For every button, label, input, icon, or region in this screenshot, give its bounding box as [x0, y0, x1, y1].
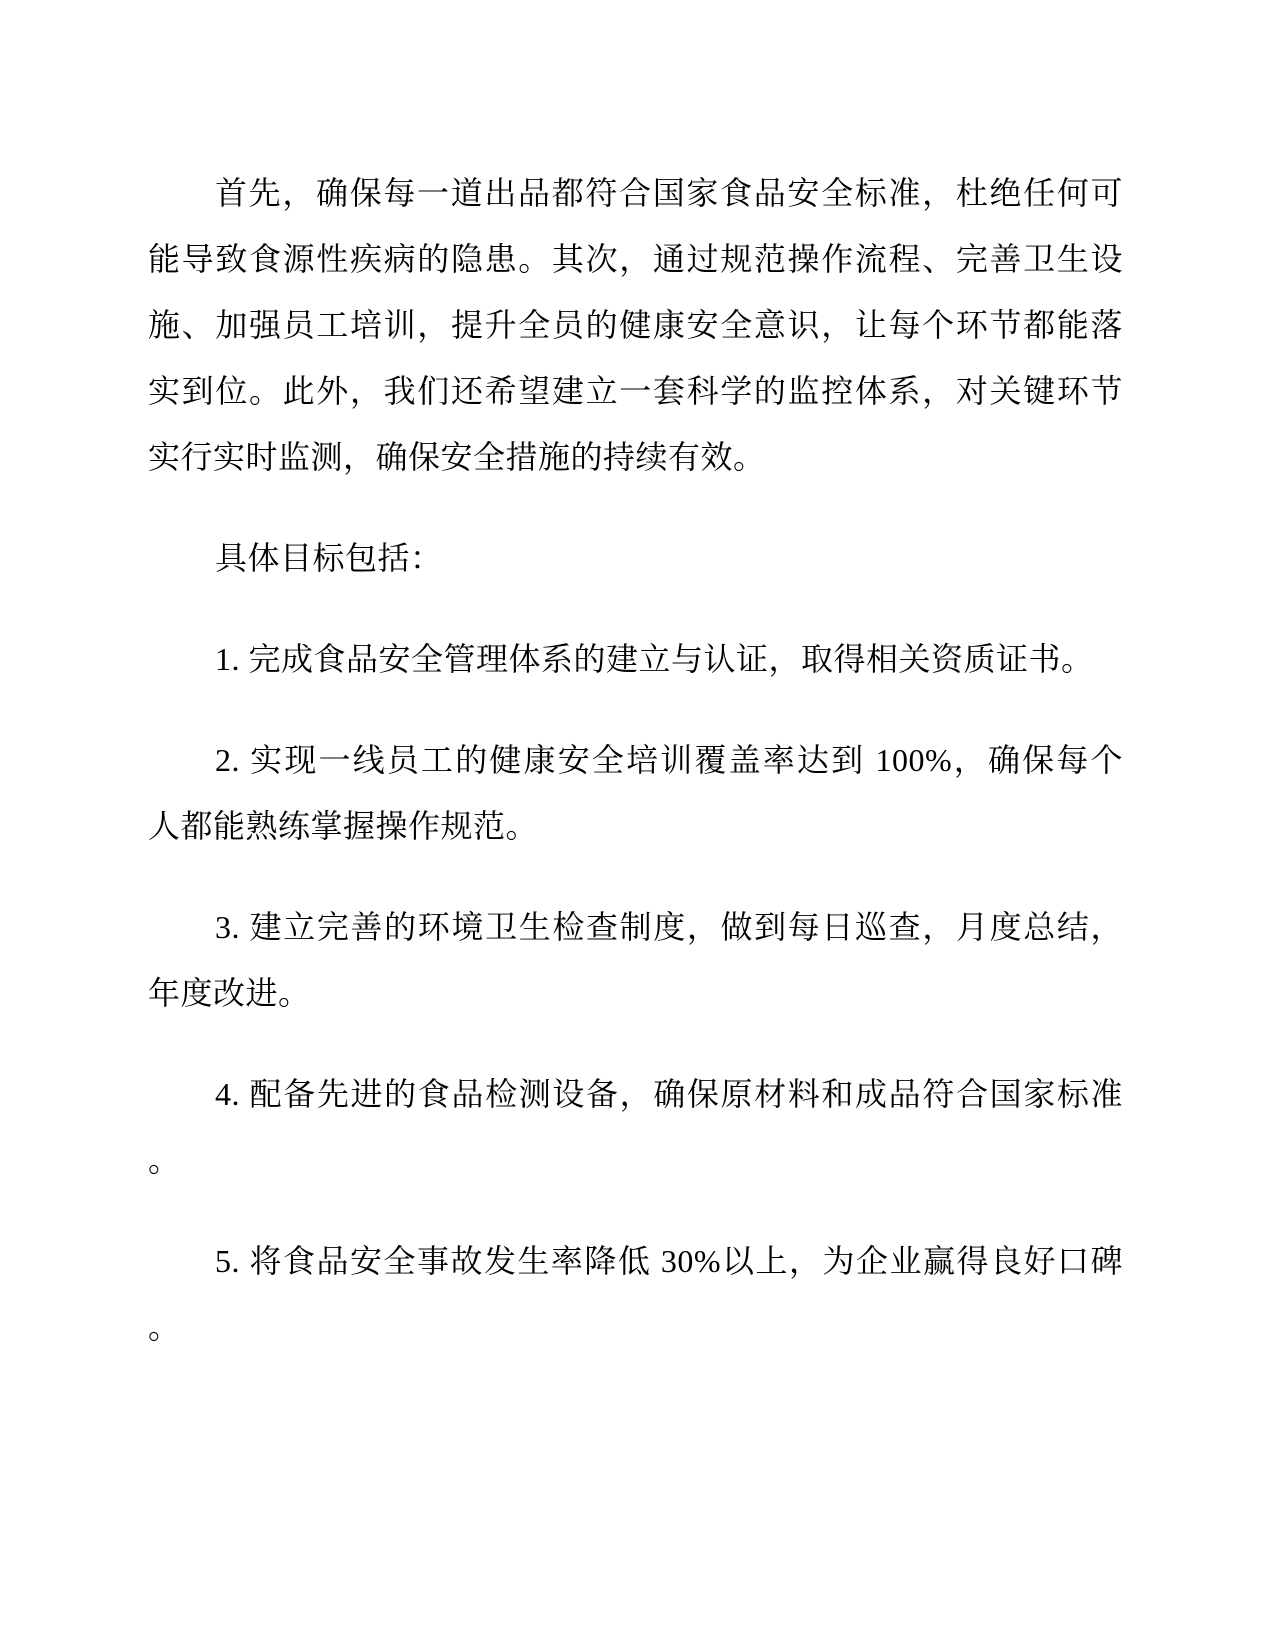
text-line: 1. 完成食品安全管理体系的建立与认证，取得相关资质证书。 — [215, 641, 1094, 677]
text-line: 年度改进。 — [148, 975, 311, 1011]
text-line: 2. 实现一线员工的健康安全培训覆盖率达到 100%，确保每个 — [215, 742, 1123, 778]
text-line: 。 — [148, 1142, 181, 1178]
document-body — [148, 160, 1123, 1395]
text-line: 4. 配备先进的食品检测设备，确保原材料和成品符合国家标准 — [215, 1076, 1123, 1112]
paragraph — [148, 626, 1123, 692]
text-line: 施、加强员工培训，提升全员的健康安全意识，让每个环节都能落 — [148, 307, 1123, 343]
paragraph — [148, 1061, 1123, 1193]
text-line: 5. 将食品安全事故发生率降低 30%以上，为企业赢得良好口碑 — [215, 1243, 1123, 1279]
paragraph — [148, 727, 1123, 859]
text-line: 首先，确保每一道出品都符合国家食品安全标准，杜绝任何可 — [215, 175, 1123, 211]
text-line: 能导致食源性疾病的隐患。其次，通过规范操作流程、完善卫生设 — [148, 241, 1123, 277]
paragraph — [148, 160, 1123, 490]
paragraph — [148, 525, 1123, 591]
text-line: 具体目标包括： — [215, 540, 443, 576]
text-line: 。 — [148, 1309, 181, 1345]
text-line: 实行实时监测，确保安全措施的持续有效。 — [148, 439, 766, 475]
paragraph — [148, 894, 1123, 1026]
text-line: 实到位。此外，我们还希望建立一套科学的监控体系，对关键环节 — [148, 373, 1123, 409]
paragraph — [148, 1228, 1123, 1360]
text-line: 人都能熟练掌握操作规范。 — [148, 808, 539, 844]
text-line: 3. 建立完善的环境卫生检查制度，做到每日巡查，月度总结， — [215, 909, 1123, 945]
